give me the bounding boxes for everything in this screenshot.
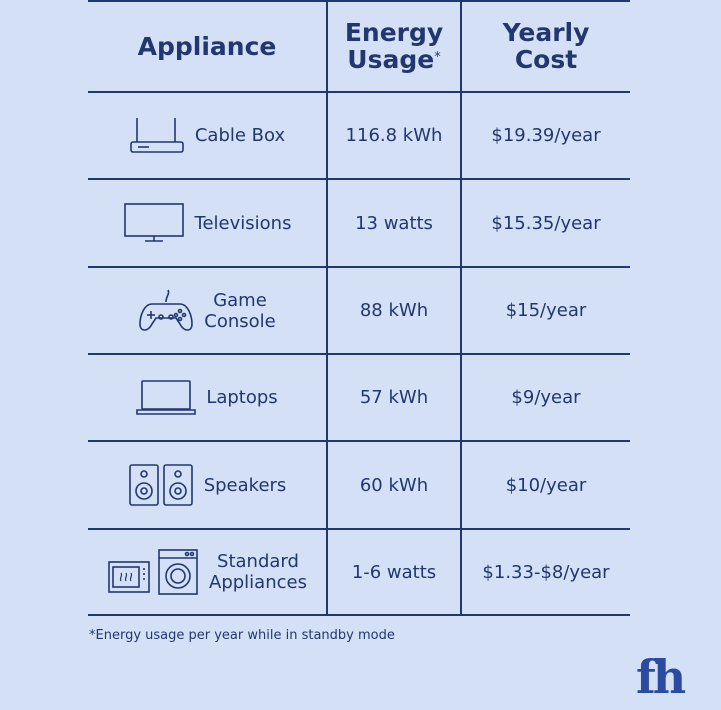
header-energy-line1: Energy — [344, 18, 444, 47]
yearly-cost-cell: $15/year — [505, 300, 587, 321]
energy-usage-cell: 88 kWh — [359, 300, 429, 321]
energy-usage-cell: 1-6 watts — [351, 561, 437, 583]
appliance-name — [204, 290, 275, 332]
table-row — [88, 93, 630, 178]
appliance-cell — [88, 180, 326, 266]
appliance-cell — [88, 268, 326, 353]
header-cost-line1: Yearly — [502, 18, 590, 47]
appliance-name-line2: Appliances — [209, 572, 307, 593]
appliance-energy-table — [88, 0, 630, 616]
laptop-icon — [136, 379, 196, 417]
speakers-icon — [128, 463, 194, 507]
footnote: *Energy usage per year while in standby mode — [89, 628, 395, 643]
appliance-cell — [88, 530, 326, 614]
fh-logo: fh — [636, 650, 684, 704]
appliance-name: Televisions — [194, 212, 292, 234]
appliance-name: Cable Box — [194, 125, 286, 146]
appliance-cell — [88, 93, 326, 178]
energy-usage-cell: 13 watts — [355, 212, 433, 234]
yearly-cost-cell: $9/year — [511, 387, 581, 408]
table-row — [88, 530, 630, 614]
appliance-cell — [88, 442, 326, 528]
row-divider — [88, 614, 630, 616]
energy-usage-cell: 60 kWh — [359, 474, 429, 496]
appliance-name-line1: Game — [213, 289, 267, 311]
table-row — [88, 180, 630, 266]
yearly-cost-cell: $15.35/year — [491, 212, 601, 234]
header-appliance-label: Appliance — [137, 31, 277, 61]
appliance-cell — [88, 355, 326, 440]
table-row — [88, 268, 630, 353]
header-appliance — [88, 0, 326, 92]
yearly-cost-cell: $1.33-$8/year — [482, 561, 610, 583]
router-icon — [129, 116, 185, 156]
energy-usage-cell: 116.8 kWh — [345, 125, 443, 146]
television-icon — [123, 202, 185, 244]
appliance-name-line2: Console — [204, 310, 276, 332]
table-row — [88, 355, 630, 440]
table-row — [88, 442, 630, 528]
header-energy-line2: Usage — [347, 45, 435, 74]
appliance-name: Laptops — [206, 387, 278, 408]
appliance-name-line1: Standard — [217, 551, 299, 572]
microwave-washer-icon — [107, 548, 199, 596]
header-energy-usage — [328, 0, 460, 92]
gamepad-icon — [138, 288, 194, 334]
yearly-cost-cell: $10/year — [505, 474, 587, 496]
footnote-marker: * — [434, 50, 441, 65]
header-yearly-cost — [462, 0, 630, 92]
energy-usage-cell: 57 kWh — [359, 387, 429, 408]
appliance-name: Speakers — [203, 474, 287, 496]
appliance-name — [209, 551, 307, 593]
yearly-cost-cell: $19.39/year — [491, 125, 601, 146]
header-cost-line2: Cost — [514, 45, 578, 74]
